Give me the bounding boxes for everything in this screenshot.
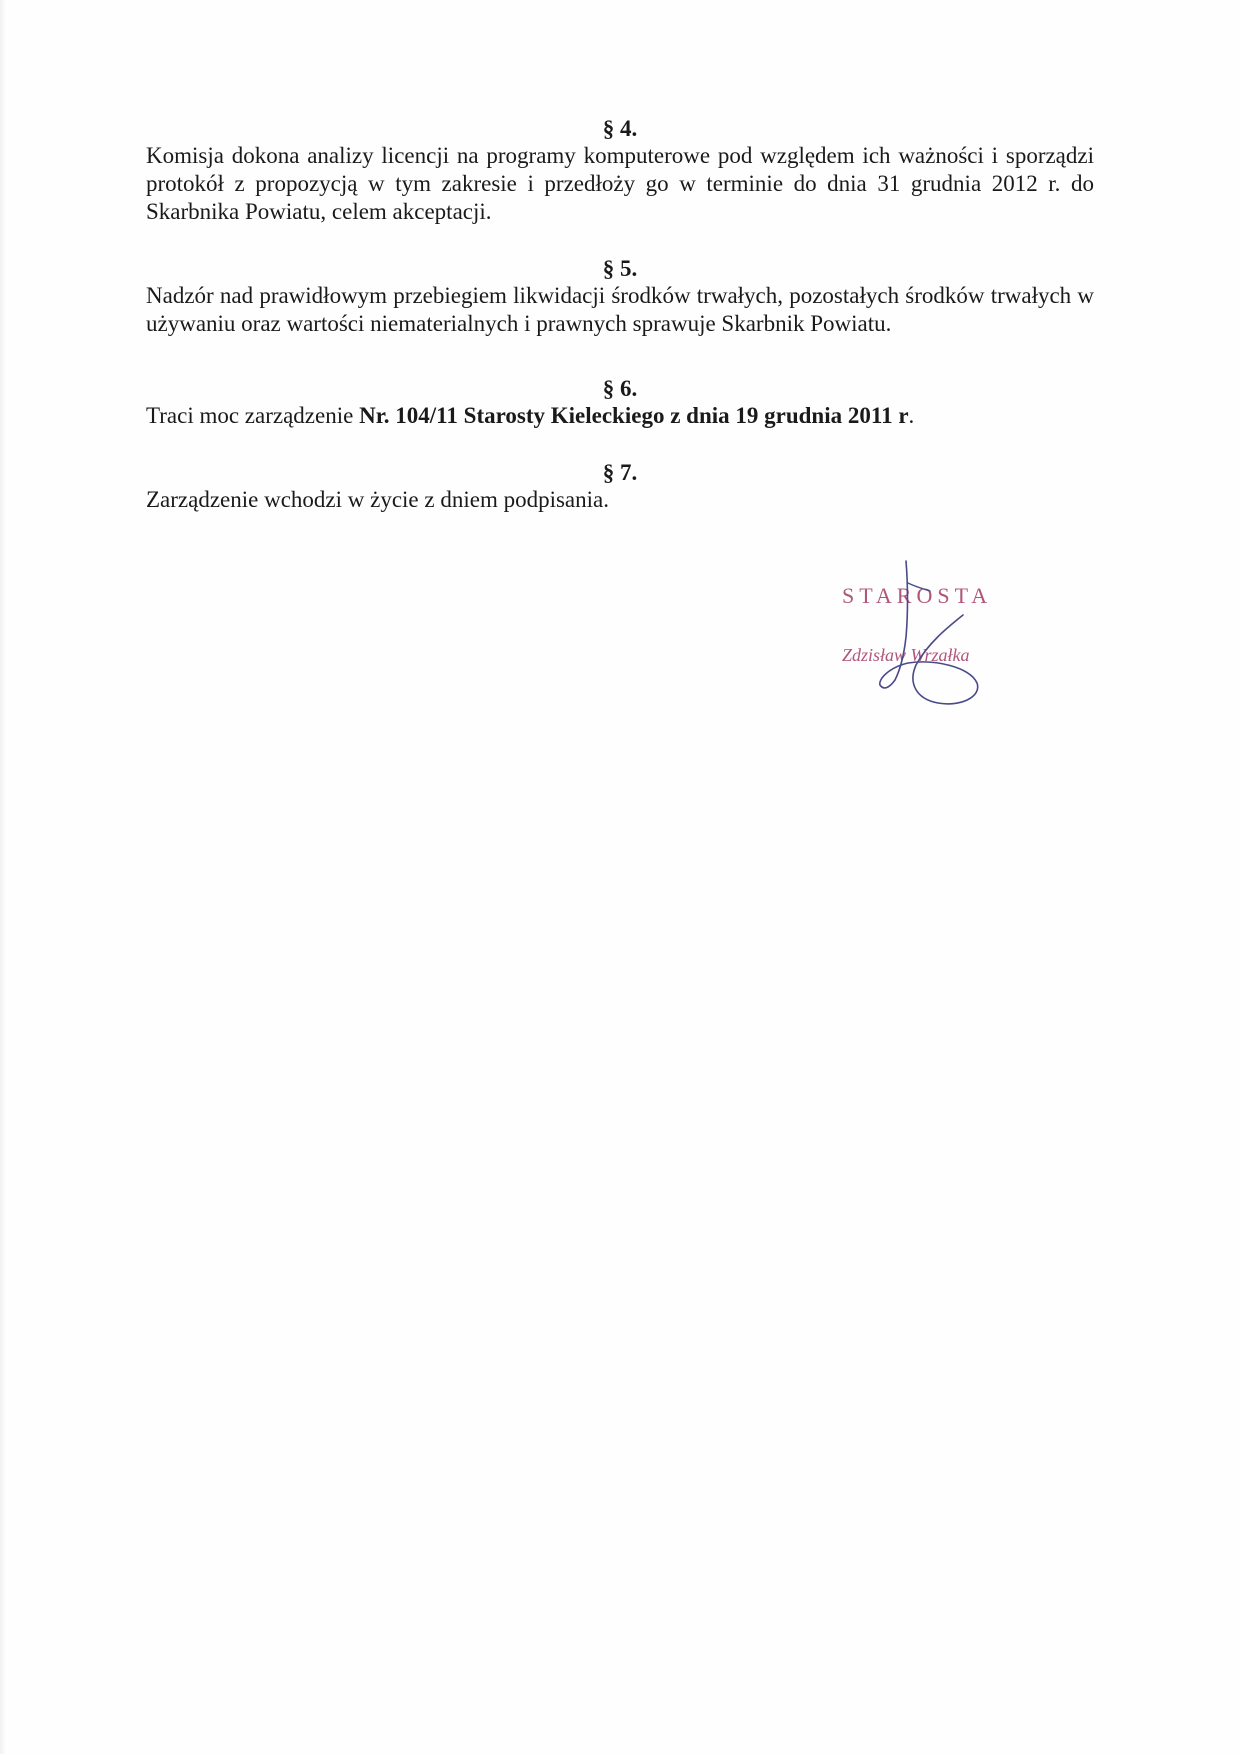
scan-edge-shadow (0, 0, 6, 1754)
section-4-heading: § 4. (602, 116, 638, 141)
section-7-text: Zarządzenie wchodzi w życie z dniem podpisania. (146, 487, 609, 512)
section-7 (146, 460, 1094, 514)
section-5-text: Nadzór nad prawidłowym przebiegiem likwidacji środków trwałych, pozostałych środków trwałych w używaniu oraz wartości niematerialnych i prawnych sprawuje Skarbnik Powiatu. (146, 283, 1094, 336)
section-6-text-bold: Nr. 104/11 Starosty Kieleckiego z dnia 19 grudnia 2011 r (359, 403, 909, 428)
section-5-heading: § 5. (602, 256, 638, 281)
section-4-text: Komisja dokona analizy licencji na programy komputerowe pod względem ich ważności i sporządzi protokół z propozycją w tym zakresie i przedłoży go w terminie do dnia 31 grudnia 2012 r. do Skarbnika Powiatu, celem akceptacji. (146, 143, 1094, 224)
section-6-text (146, 402, 1094, 430)
stamp-title: STAROSTA (842, 583, 993, 608)
handwritten-signature (820, 555, 1020, 730)
section-6-text-prefix: Traci moc zarządzenie (146, 403, 360, 428)
section-6-heading: § 6. (602, 376, 638, 401)
stamp-name: Zdzisław Wrzałka (842, 645, 970, 665)
signature-stamp (820, 555, 1020, 730)
section-6-text-suffix: . (908, 403, 915, 428)
section-4 (146, 116, 1094, 226)
section-5 (146, 256, 1094, 338)
section-6 (146, 376, 1094, 430)
section-7-heading: § 7. (602, 460, 638, 485)
signature-hook (908, 583, 930, 591)
signature-stroke (880, 561, 978, 704)
